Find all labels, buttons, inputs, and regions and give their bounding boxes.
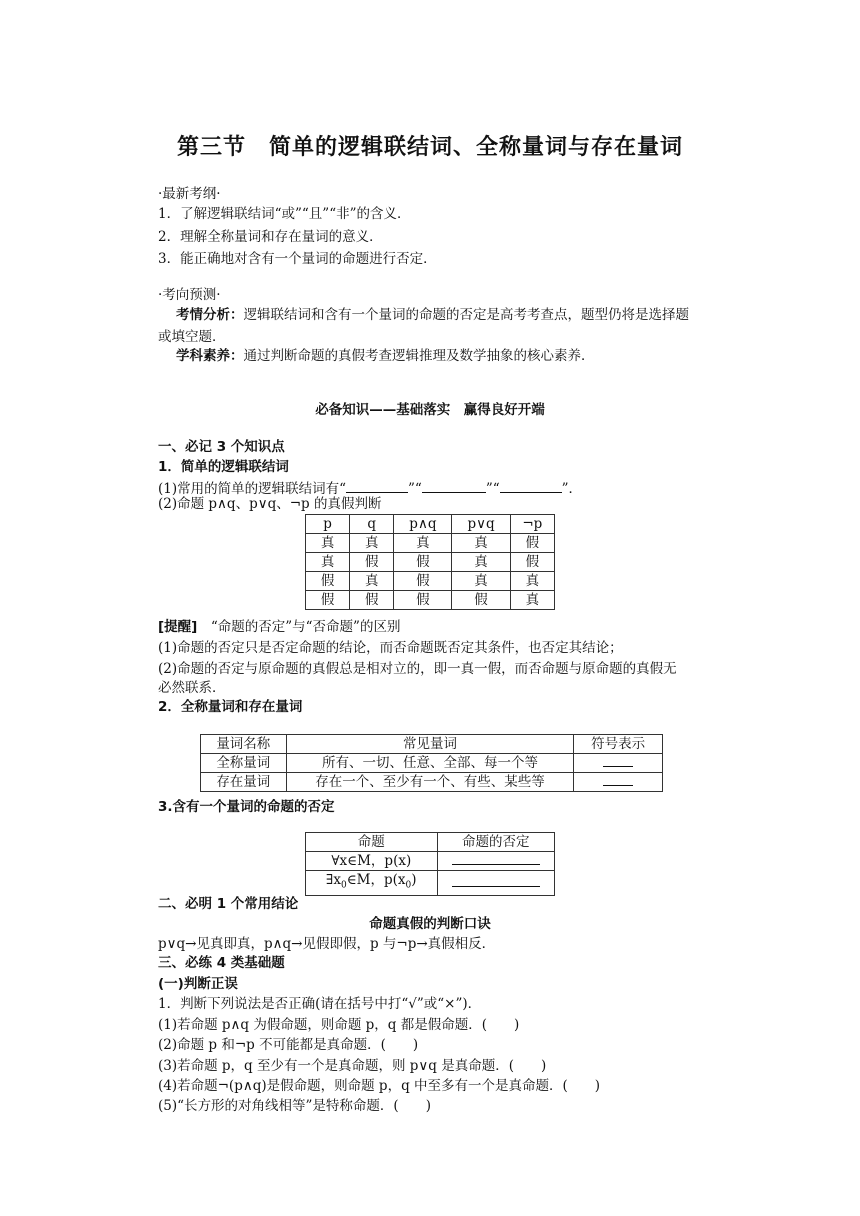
question-item: (3)若命题 p，q 至少有一个是真命题，则 p∨q 是真命题．( ) xyxy=(158,1058,547,1074)
table-cell: $\exists x_0\in M$，$p(x_0)$ xyxy=(306,871,438,896)
table-header: p∧q xyxy=(394,515,452,534)
analysis-text: 逻辑联结词和含有一个量词的命题的否定是高考考查点，题型仍将是选择题 xyxy=(243,307,689,323)
table-row xyxy=(306,591,555,610)
table-cell: 真 xyxy=(350,534,394,553)
literacy-label: 学科素养： xyxy=(176,348,244,364)
table-cell xyxy=(437,852,554,871)
table-cell: 存在量词 xyxy=(201,773,287,792)
table-header: ¬p xyxy=(510,515,554,534)
forecast-heading: ·考向预测· xyxy=(158,287,221,303)
forecast-analysis xyxy=(176,306,689,324)
table-cell xyxy=(574,754,663,773)
table-cell: 真 xyxy=(350,572,394,591)
table-row xyxy=(201,773,663,792)
table-cell: 全称量词 xyxy=(201,754,287,773)
table-cell: ∀x∈M，p(x) xyxy=(306,852,438,871)
table-header: 量词名称 xyxy=(201,735,287,754)
table-cell: 假 xyxy=(306,572,350,591)
syllabus-item: 1．了解逻辑联结词“或”“且”“非”的含义． xyxy=(158,206,411,222)
fill-blank[interactable] xyxy=(452,852,540,865)
table-cell: 假 xyxy=(510,534,554,553)
part1-sub2: 2．全称量词和存在量词 xyxy=(158,699,303,715)
question-prompt: 1．判断下列说法是否正确(请在括号中打“√”或“×”)． xyxy=(158,996,482,1012)
syllabus-item: 2．理解全称量词和存在量词的意义． xyxy=(158,229,383,245)
forecast-literacy xyxy=(176,347,595,365)
question-item: (1)若命题 p∧q 为假命题，则命题 p，q 都是假命题．( ) xyxy=(158,1017,520,1033)
table-header-row xyxy=(306,833,555,852)
table-cell: 假 xyxy=(350,591,394,610)
table-cell: 假 xyxy=(394,591,452,610)
part3-sub: (一)判断正误 xyxy=(158,976,238,992)
literacy-text: 通过判断命题的真假考查逻辑推理及数学抽象的核心素养． xyxy=(243,348,595,364)
part3-heading: 三、必练 4 类基础题 xyxy=(158,955,285,971)
connectives-fill-line: (1)常用的简单的逻辑联结词有“ ”“ ”“ ”． xyxy=(158,481,583,497)
table-header: p xyxy=(306,515,350,534)
table-header-row xyxy=(201,735,663,754)
fill-blank[interactable] xyxy=(422,479,486,493)
fill-blank[interactable] xyxy=(452,874,540,887)
question-item: (2)命题 p 和¬p 不可能都是真命题．( ) xyxy=(158,1037,419,1053)
question-item: (5)“长方形的对角线相等”是特称命题．( ) xyxy=(158,1098,431,1114)
table-header: 符号表示 xyxy=(574,735,663,754)
analysis-text-continued: 或填空题． xyxy=(158,329,226,345)
fill-blank[interactable] xyxy=(603,754,633,767)
table-cell: 假 xyxy=(510,553,554,572)
tip-item: (1)命题的否定只是否定命题的结论，而否命题既否定其条件，也否定其结论； xyxy=(158,640,623,656)
table-row xyxy=(306,572,555,591)
table-cell: 真 xyxy=(510,591,554,610)
tip-item: (2)命题的否定与原命题的真假总是相对立的，即一真一假，而否命题与原命题的真假无 xyxy=(158,661,677,677)
table-cell: 真 xyxy=(510,572,554,591)
fill-blank[interactable] xyxy=(346,479,408,493)
question-item: (4)若命题¬(p∧q)是假命题，则命题 p，q 中至多有一个是真命题．( ) xyxy=(158,1078,601,1094)
part1-heading: 一、必记 3 个知识点 xyxy=(158,439,285,455)
quantifier-table xyxy=(200,734,663,792)
part1-sub1: 1．简单的逻辑联结词 xyxy=(158,459,289,475)
table-cell: 所有、一切、任意、全部、每一个等 xyxy=(286,754,574,773)
part2-heading: 二、必明 1 个常用结论 xyxy=(158,896,299,912)
syllabus-heading: ·最新考纲· xyxy=(158,186,221,202)
table-cell: 真 xyxy=(452,572,510,591)
table-header: 命题 xyxy=(306,833,438,852)
table-cell: 假 xyxy=(350,553,394,572)
table-header: p∨q xyxy=(452,515,510,534)
table-cell: 真 xyxy=(306,553,350,572)
table-cell xyxy=(574,773,663,792)
truth-table-caption: (2)命题 p∧q、p∨q、¬p 的真假判断 xyxy=(158,496,382,512)
table-row xyxy=(306,871,555,896)
table-header: 常见量词 xyxy=(286,735,574,754)
table-row xyxy=(201,754,663,773)
truth-table xyxy=(305,514,555,610)
page-title: 第三节 简单的逻辑联结词、全称量词与存在量词 xyxy=(176,135,683,160)
part2-text: p∨q→见真即真，p∧q→见假即假，p 与¬p→真假相反． xyxy=(158,936,496,952)
tip-label: [提醒] xyxy=(158,619,198,635)
table-cell: 真 xyxy=(452,553,510,572)
negation-table xyxy=(305,832,555,896)
table-header: q xyxy=(350,515,394,534)
table-header-row xyxy=(306,515,555,534)
table-cell: 假 xyxy=(306,591,350,610)
syllabus-item: 3．能正确地对含有一个量词的命题进行否定． xyxy=(158,251,437,267)
table-cell: 真 xyxy=(394,534,452,553)
table-cell xyxy=(437,871,554,896)
fill-blank[interactable] xyxy=(603,773,633,786)
analysis-label: 考情分析： xyxy=(176,307,244,323)
tip-item-continued: 必然联系． xyxy=(158,680,226,696)
part1-sub3: 3.含有一个量词的命题的否定 xyxy=(158,799,335,815)
part2-subtitle: 命题真假的判断口诀 xyxy=(369,916,491,932)
tip-title: [提醒] “命题的否定”与“否命题”的区别 xyxy=(158,619,401,635)
table-cell: 真 xyxy=(452,534,510,553)
fill-blank[interactable] xyxy=(500,479,562,493)
table-row xyxy=(306,553,555,572)
table-row xyxy=(306,852,555,871)
table-row xyxy=(306,534,555,553)
table-cell: 存在一个、至少有一个、有些、某些等 xyxy=(286,773,574,792)
table-cell: 假 xyxy=(394,553,452,572)
table-cell: 假 xyxy=(394,572,452,591)
table-header: 命题的否定 xyxy=(437,833,554,852)
section-banner: 必备知识——基础落实 赢得良好开端 xyxy=(315,402,545,418)
table-cell: 假 xyxy=(452,591,510,610)
table-cell: 真 xyxy=(306,534,350,553)
